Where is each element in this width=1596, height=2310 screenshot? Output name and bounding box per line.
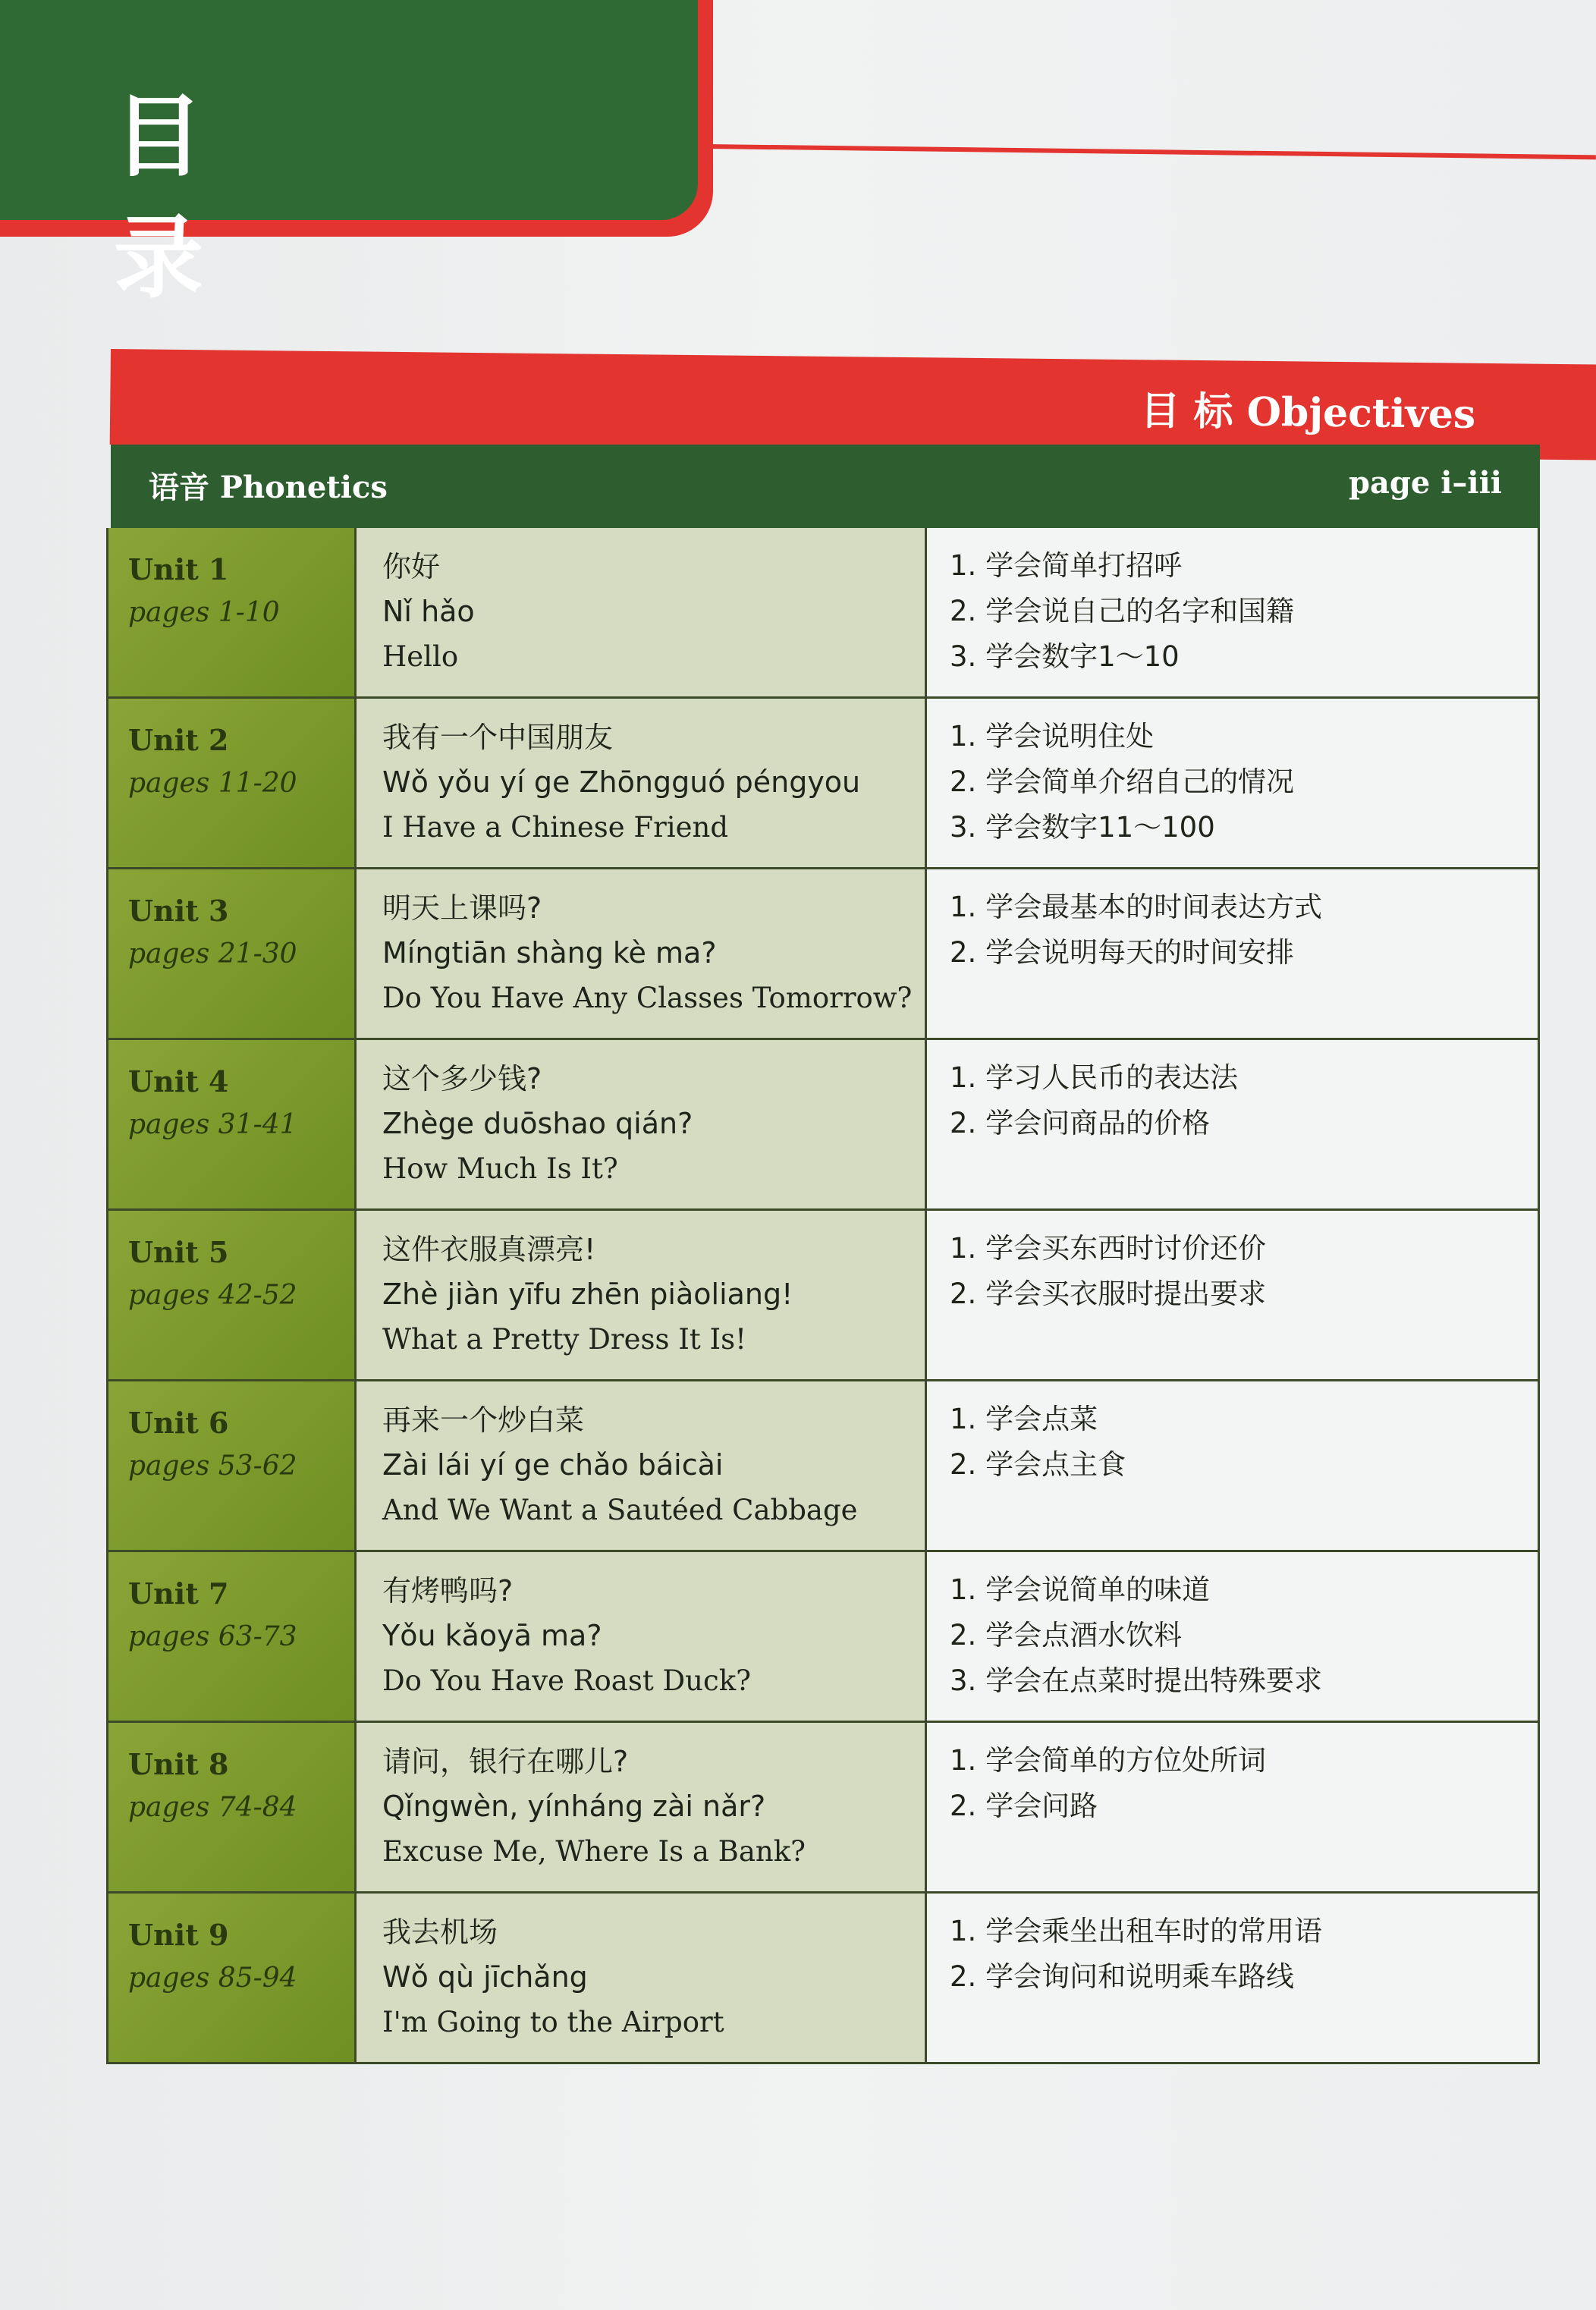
objectives-cell (927, 869, 1540, 1038)
unit-cell (106, 1894, 357, 2062)
unit-row[interactable] (106, 1723, 1540, 1894)
objective-item: 2. 学会简单介绍自己的情况 (950, 765, 1295, 798)
objective-item: 1. 学会说明住处 (950, 720, 1155, 753)
unit-number: Unit 2 (128, 723, 229, 757)
unit-pages: pages 1-10 (128, 597, 280, 628)
unit-title-pinyin: Nǐ hǎo (382, 595, 475, 628)
unit-title-chinese: 明天上课吗? (382, 891, 542, 925)
unit-title-english: Do You Have Any Classes Tomorrow? (382, 982, 913, 1014)
page-title: 目 录 (114, 84, 394, 310)
unit-title-cell (357, 528, 927, 696)
objective-item: 2. 学会说明每天的时间安排 (950, 936, 1295, 969)
unit-title-chinese: 有烤鸭吗? (382, 1574, 514, 1608)
objectives-label: 目 标 Objectives (1140, 388, 1476, 438)
unit-pages: pages 53-62 (128, 1450, 297, 1482)
unit-title-english: How Much Is It? (382, 1152, 618, 1185)
objective-item: 2. 学会问路 (950, 1790, 1098, 1822)
objective-item: 2. 学会询问和说明乘车路线 (950, 1960, 1295, 1993)
objective-item: 2. 学会点主食 (950, 1448, 1126, 1481)
unit-cell (106, 1381, 357, 1550)
objectives-bar (110, 349, 1596, 460)
unit-title-cell (357, 1381, 927, 1550)
unit-title-pinyin: Qǐngwèn, yínháng zài nǎr? (382, 1790, 766, 1823)
unit-cell (106, 1211, 357, 1379)
unit-title-english: What a Pretty Dress It Is! (382, 1323, 746, 1356)
unit-title-chinese: 我去机场 (382, 1916, 498, 1949)
unit-row[interactable] (106, 1894, 1540, 2064)
unit-number: Unit 3 (128, 894, 229, 928)
unit-pages: pages 85-94 (128, 1963, 297, 1994)
unit-title-pinyin: Zhège duōshao qián? (382, 1107, 693, 1140)
unit-title-chinese: 这件衣服真漂亮! (382, 1233, 596, 1266)
phonetics-label: 语音 Phonetics (149, 470, 388, 505)
unit-title-english: Do You Have Roast Duck? (382, 1664, 751, 1697)
unit-title-pinyin: Wǒ yǒu yí ge Zhōngguó péngyou (382, 765, 861, 799)
unit-row[interactable] (106, 1211, 1540, 1381)
unit-title-pinyin: Wǒ qù jīchǎng (382, 1960, 588, 1994)
unit-cell (106, 1723, 357, 1891)
objective-item: 1. 学会简单的方位处所词 (950, 1744, 1267, 1777)
unit-title-pinyin: Zhè jiàn yīfu zhēn piàoliang! (382, 1278, 793, 1311)
unit-title-cell (357, 1894, 927, 2062)
unit-title-english: Hello (382, 640, 459, 673)
unit-title-english: I'm Going to the Airport (382, 2006, 724, 2038)
objective-item: 1. 学习人民币的表达法 (950, 1061, 1239, 1094)
unit-title-cell (357, 869, 927, 1038)
unit-cell (106, 699, 357, 867)
objectives-cell (927, 699, 1540, 867)
objective-item: 2. 学会说自己的名字和国籍 (950, 595, 1295, 627)
unit-number: Unit 9 (128, 1918, 229, 1952)
objective-item: 3. 学会数字11～100 (950, 811, 1215, 844)
unit-cell (106, 869, 357, 1038)
objective-item: 3. 学会数字1～10 (950, 640, 1180, 673)
objectives-cell (927, 1211, 1540, 1379)
header-tab (0, 0, 713, 310)
unit-number: Unit 6 (128, 1406, 229, 1440)
objective-item: 1. 学会说简单的味道 (950, 1573, 1211, 1606)
unit-title-pinyin: Yǒu kǎoyā ma? (382, 1619, 602, 1652)
unit-number: Unit 5 (128, 1235, 229, 1269)
unit-title-english: I Have a Chinese Friend (382, 811, 729, 844)
unit-number: Unit 4 (128, 1064, 229, 1098)
objective-item: 1. 学会点菜 (950, 1403, 1098, 1435)
objectives-cell (927, 528, 1540, 696)
unit-title-cell (357, 1552, 927, 1721)
unit-title-cell (357, 1211, 927, 1379)
objectives-cell (927, 1040, 1540, 1208)
unit-pages: pages 31-41 (128, 1109, 297, 1140)
unit-pages: pages 42-52 (128, 1280, 297, 1311)
unit-title-chinese: 你好 (382, 550, 441, 583)
objective-item: 2. 学会问商品的价格 (950, 1107, 1211, 1139)
objective-item: 1. 学会最基本的时间表达方式 (950, 891, 1323, 923)
unit-cell (106, 528, 357, 696)
objectives-cell (927, 1552, 1540, 1721)
unit-title-pinyin: Míngtiān shàng kè ma? (382, 936, 717, 970)
objective-item: 3. 学会在点菜时提出特殊要求 (950, 1664, 1323, 1697)
unit-rows (106, 528, 1540, 2064)
unit-title-chinese: 这个多少钱? (382, 1062, 542, 1095)
unit-pages: pages 21-30 (128, 938, 297, 970)
header-rule (705, 144, 1596, 159)
unit-number: Unit 8 (128, 1747, 229, 1781)
objectives-cell (927, 1381, 1540, 1550)
unit-title-cell (357, 1723, 927, 1891)
unit-title-cell (357, 1040, 927, 1208)
objective-item: 1. 学会简单打招呼 (950, 549, 1183, 582)
unit-row[interactable] (106, 1381, 1540, 1552)
objective-item: 1. 学会乘坐出租车时的常用语 (950, 1915, 1323, 1947)
unit-title-chinese: 再来一个炒白菜 (382, 1403, 585, 1437)
objective-item: 2. 学会买衣服时提出要求 (950, 1278, 1267, 1310)
unit-pages: pages 63-73 (128, 1621, 297, 1652)
unit-title-chinese: 我有一个中国朋友 (382, 721, 614, 754)
unit-pages: pages 11-20 (128, 768, 297, 799)
unit-row[interactable] (106, 869, 1540, 1040)
unit-row[interactable] (106, 1552, 1540, 1723)
phonetics-bar[interactable] (111, 445, 1540, 528)
phonetics-pages: page i–iii (1348, 465, 1502, 501)
unit-title-pinyin: Zài lái yí ge chǎo báicài (382, 1448, 724, 1482)
objective-item: 1. 学会买东西时讨价还价 (950, 1232, 1267, 1265)
unit-number: Unit 7 (128, 1576, 229, 1611)
unit-title-chinese: 请问，银行在哪儿? (382, 1745, 629, 1778)
objective-item: 2. 学会点酒水饮料 (950, 1619, 1183, 1652)
unit-pages: pages 74-84 (128, 1792, 297, 1823)
unit-row[interactable] (106, 1040, 1540, 1211)
unit-title-english: Excuse Me, Where Is a Bank? (382, 1835, 806, 1868)
unit-title-cell (357, 699, 927, 867)
header-tab-inner (0, 0, 698, 310)
unit-row[interactable] (106, 528, 1540, 699)
unit-row[interactable] (106, 699, 1540, 869)
objectives-cell (927, 1723, 1540, 1891)
unit-cell (106, 1040, 357, 1208)
objectives-cell (927, 1894, 1540, 2062)
unit-number: Unit 1 (128, 552, 229, 586)
unit-cell (106, 1552, 357, 1721)
unit-title-english: And We Want a Sautéed Cabbage (382, 1494, 858, 1526)
